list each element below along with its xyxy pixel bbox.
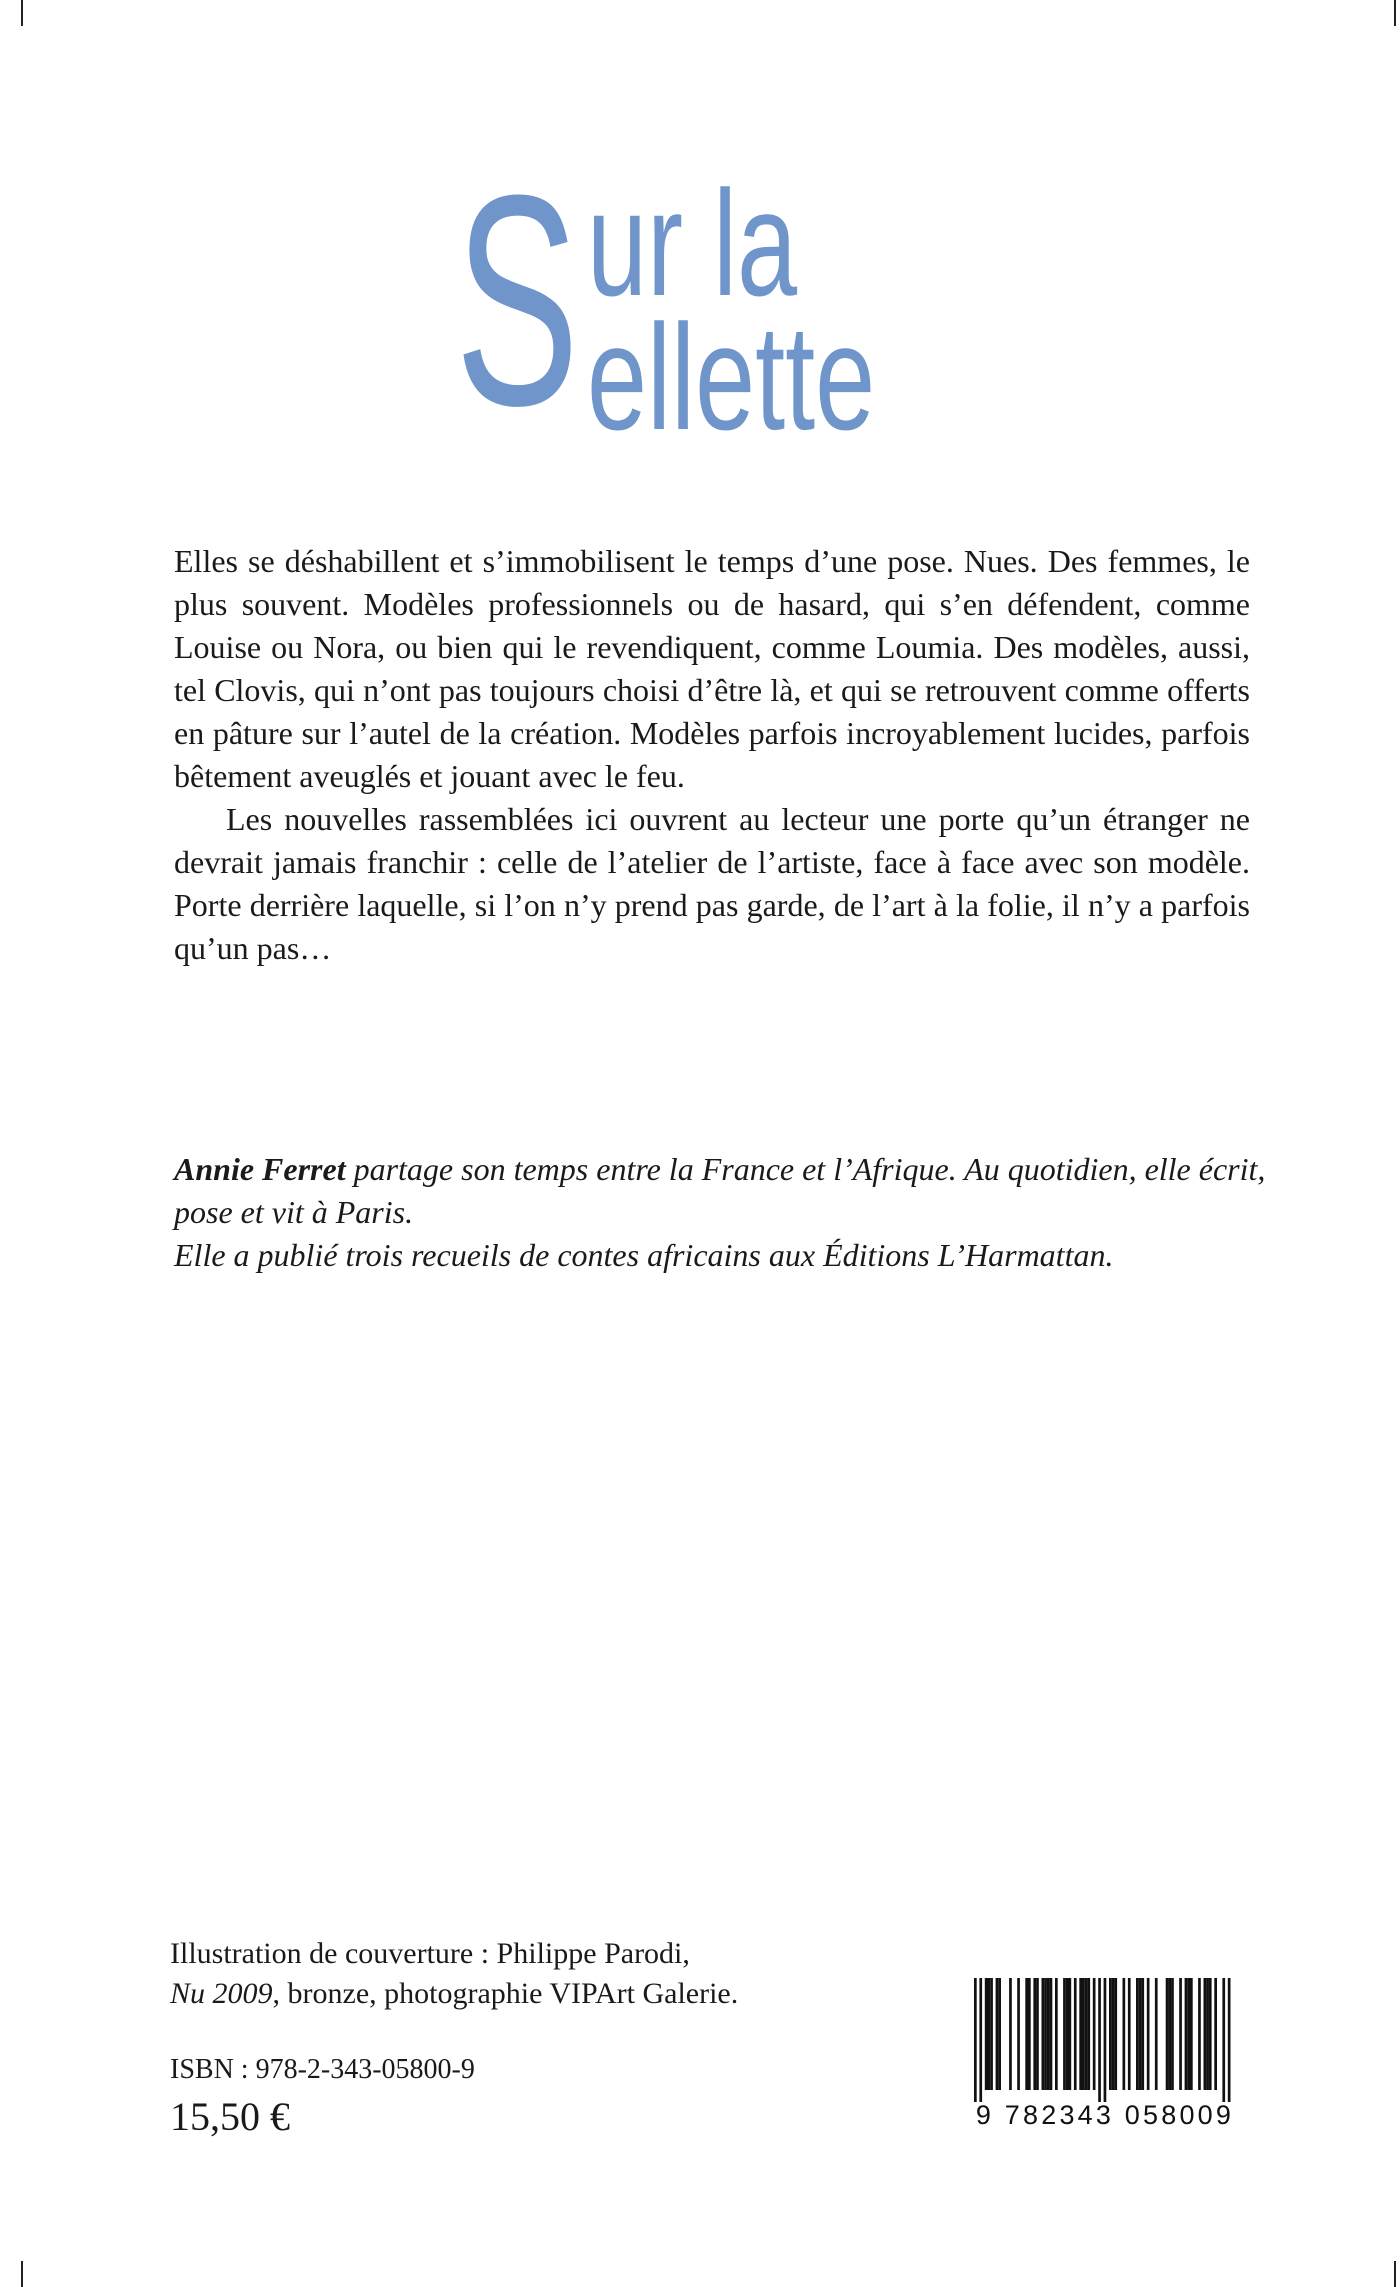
barcode-bar [1190,1978,1193,2090]
barcode-bar [1017,1978,1020,2090]
barcode-bar [990,1978,993,2090]
barcode-bar [1042,1978,1045,2090]
barcode-bar [1047,1978,1050,2090]
barcode-bar [1214,1978,1217,2090]
barcode-bar [1069,1978,1072,2090]
author-bio-line-2: Elle a publié trois recueils de contes africains aux Éditions L’Harmattan. [174,1237,1114,1273]
barcode-bar [1166,1978,1169,2090]
barcode-bar [998,1978,1001,2090]
barcode-bar [1079,1978,1082,2090]
crop-mark-bottom-right [1394,2261,1396,2287]
barcode-bar [985,1978,988,2090]
blurb-paragraph-2: Les nouvelles rassemblées ici ouvrent au lecteur une porte qu’un étranger ne devrait jamais franchir : celle de l’atelier de l’artiste, face à face avec son modèle. Porte derrière laquelle, si l’on n’y prend pas garde, de l’art à la folie, il n’y a parfois qu’un pas… [174,801,1250,966]
cover-credits [170,1934,870,2014]
barcode-bar [974,1978,977,2102]
barcode-bar [1147,1978,1150,2090]
barcode-bars [960,1978,1250,2102]
barcode-bar [1109,1978,1112,2090]
barcode-bar [1050,1978,1053,2090]
barcode-bar [996,1978,999,2090]
barcode-bar [1063,1978,1066,2090]
credits-line-2-rest: , bronze, photographie VIPArt Galerie. [272,1977,739,2010]
barcode-bar [1074,1978,1077,2090]
barcode-digits: 9 782343 058009 [975,2100,1235,2130]
barcode-bar [1168,1978,1171,2090]
barcode-bar [1179,1978,1182,2090]
barcode-bar [1066,1978,1069,2090]
barcode-bar [1055,1978,1058,2090]
barcode-bar [1209,1978,1212,2090]
blurb-paragraph-1: Elles se déshabillent et s’immobilisent le temps d’une pose. Nues. Des femmes, le plus souvent. Modèles professionnels ou de hasard, qui s’en défendent, comme Louise ou Nora, ou bien qui le revendiquent, comme Loumia. Des modèles, aussi, tel Clovis, qui n’ont pas toujours choisi d’être là, et qui se retrouvent comme offerts en pâture sur l’autel de la création. Modèles parfois incroyablement lucides, parfois bêtement aveuglés et jouant avec le feu. [174,543,1250,794]
barcode-bar [1206,1978,1209,2090]
isbn: ISBN : 978-2-343-05800-9 [170,2054,475,2085]
barcode-bar [1104,1978,1107,2102]
barcode-bar [1082,1978,1085,2090]
author-bio-text: partage son temps entre la France et l’Afrique. Au quotidien, elle écrit, pose et vit à Paris. [174,1151,1266,1230]
back-cover-blurb [174,540,1250,970]
barcode-bar [1009,1978,1012,2090]
barcode-bar [979,1978,982,2102]
barcode-bar [988,1978,991,2090]
author-name: Annie Ferret [174,1151,346,1187]
barcode-bar [1136,1978,1139,2090]
book-title [455,132,975,468]
credits-line-2 [170,1974,870,2014]
barcode-bar [1112,1978,1115,2090]
barcode-bar [1185,1978,1188,2090]
title-line-1: ur la [587,159,798,327]
barcode-bar [1222,1978,1225,2102]
barcode-bar [1093,1978,1096,2090]
barcode-bar [1139,1978,1142,2090]
barcode-bar [1128,1978,1131,2090]
barcode-bar [1028,1978,1031,2090]
barcode-bar [1044,1978,1047,2090]
barcode-bar [1033,1978,1036,2090]
crop-mark-bottom-left [21,2261,23,2287]
barcode-bar [1141,1978,1144,2090]
barcode-bar [1228,1978,1231,2102]
barcode-bar [1085,1978,1088,2090]
title-line-2: ellette [587,293,876,461]
barcode-bar [1204,1978,1207,2090]
credits-artwork-title: Nu 2009 [170,1977,273,2010]
barcode-bar [1198,1978,1201,2090]
barcode-bar [1087,1978,1090,2090]
barcode-bar [1123,1978,1126,2090]
author-bio-line-1 [174,1148,1274,1234]
barcode-bar [1155,1978,1158,2090]
barcode-bar [1098,1978,1101,2102]
barcode [960,1978,1250,2128]
barcode-bar [1025,1978,1028,2090]
title-initial: S [455,132,580,468]
crop-mark-top-left [21,0,23,26]
barcode-bar [1187,1978,1190,2090]
barcode-bar [1114,1978,1117,2090]
credits-line-1: Illustration de couverture : Philippe Parodi, [170,1937,690,1970]
price: 15,50 € [170,2094,290,2139]
author-bio [174,1148,1274,1277]
barcode-bar [1171,1978,1174,2090]
crop-mark-top-right [1394,0,1396,26]
barcode-bar [1036,1978,1039,2090]
